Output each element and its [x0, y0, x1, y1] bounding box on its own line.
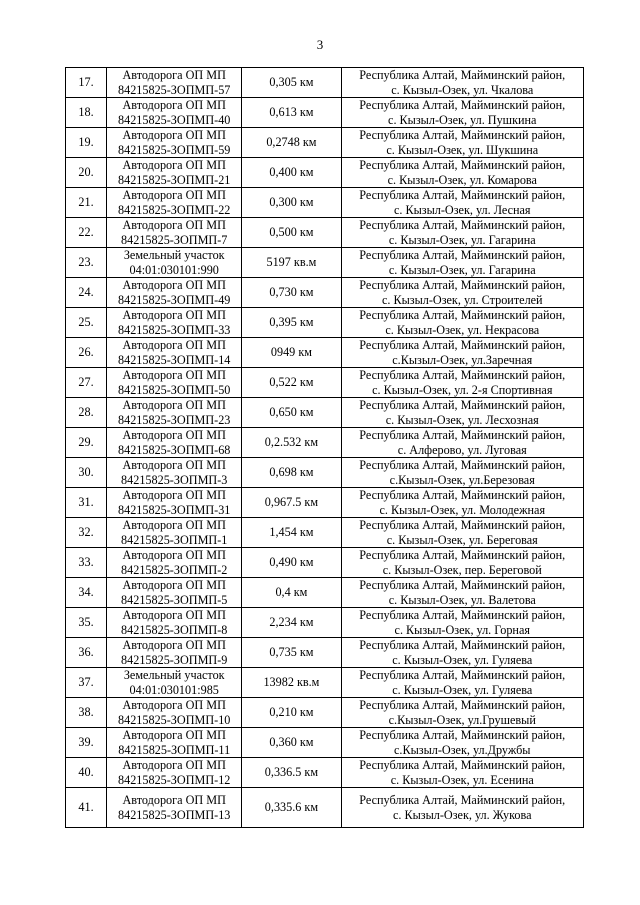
address-cell — [341, 548, 583, 578]
object-identifier: 84215825-ЗОПМП-31 — [118, 502, 231, 517]
address-region: Республика Алтай, Майминский район, — [359, 308, 566, 322]
length-area-cell: 0,4 км — [242, 578, 341, 608]
address-region: Республика Алтай, Майминский район, — [359, 248, 566, 262]
object-name-cell — [107, 608, 242, 638]
address-cell — [341, 518, 583, 548]
table-row — [66, 98, 584, 128]
object-type: Автодорога ОП МП — [122, 218, 226, 232]
address-locality: с. Кызыл-Озек, ул. Гуляева — [392, 652, 533, 667]
table-row — [66, 488, 584, 518]
address-locality: с. Кызыл-Озек, ул. Гагарина — [388, 262, 536, 277]
length-area-cell: 0,400 км — [242, 158, 341, 188]
address-locality: с. Кызыл-Озек, ул. Некрасова — [385, 322, 540, 337]
object-identifier: 84215825-ЗОПМП-68 — [118, 442, 231, 457]
address-region: Республика Алтай, Майминский район, — [359, 758, 566, 772]
address-locality: с. Кызыл-Озек, пер. Береговой — [382, 562, 542, 577]
row-number-cell: 33. — [66, 548, 107, 578]
object-type: Земельный участок — [123, 668, 225, 682]
object-type: Автодорога ОП МП — [122, 728, 226, 742]
length-area-cell: 0,522 км — [242, 368, 341, 398]
object-type: Автодорога ОП МП — [122, 608, 226, 622]
address-locality: с.Кызыл-Озек, ул.Дружбы — [394, 742, 531, 757]
object-type: Автодорога ОП МП — [122, 68, 226, 82]
object-name-cell — [107, 578, 242, 608]
length-area-cell: 0,336.5 км — [242, 758, 341, 788]
object-name-cell — [107, 488, 242, 518]
address-locality: с. Кызыл-Озек, ул. Строителей — [381, 292, 543, 307]
address-cell — [341, 638, 583, 668]
address-locality: с. Алферово, ул. Луговая — [397, 442, 527, 457]
address-cell — [341, 188, 583, 218]
address-cell — [341, 578, 583, 608]
address-locality: с. Кызыл-Озек, ул. Чкалова — [391, 82, 534, 97]
address-region: Республика Алтай, Майминский район, — [359, 158, 566, 172]
object-type: Автодорога ОП МП — [122, 793, 226, 807]
object-type: Автодорога ОП МП — [122, 548, 226, 562]
address-cell — [341, 68, 583, 98]
address-cell — [341, 308, 583, 338]
table-row — [66, 788, 584, 828]
row-number-cell: 24. — [66, 278, 107, 308]
row-number-cell: 37. — [66, 668, 107, 698]
address-locality: с. Кызыл-Озек, ул. Береговая — [386, 532, 538, 547]
table-row — [66, 668, 584, 698]
table-row — [66, 158, 584, 188]
address-locality: с. Кызыл-Озек, ул. Лесная — [393, 202, 531, 217]
address-locality: с.Кызыл-Озек, ул.Березовая — [389, 472, 535, 487]
address-cell — [341, 128, 583, 158]
address-cell — [341, 158, 583, 188]
address-region: Республика Алтай, Майминский район, — [359, 638, 566, 652]
address-cell — [341, 368, 583, 398]
object-type: Автодорога ОП МП — [122, 518, 226, 532]
object-type: Автодорога ОП МП — [122, 488, 226, 502]
row-number-cell: 23. — [66, 248, 107, 278]
row-number-cell: 38. — [66, 698, 107, 728]
object-identifier: 84215825-ЗОПМП-13 — [118, 807, 231, 822]
object-name-cell — [107, 668, 242, 698]
object-type: Автодорога ОП МП — [122, 398, 226, 412]
length-area-cell: 0,300 км — [242, 188, 341, 218]
row-number-cell: 22. — [66, 218, 107, 248]
address-region: Республика Алтай, Майминский район, — [359, 278, 566, 292]
address-cell — [341, 788, 583, 828]
address-region: Республика Алтай, Майминский район, — [359, 793, 566, 807]
object-identifier: 84215825-ЗОПМП-14 — [118, 352, 231, 367]
row-number-cell: 25. — [66, 308, 107, 338]
object-type: Автодорога ОП МП — [122, 128, 226, 142]
object-identifier: 84215825-ЗОПМП-50 — [118, 382, 231, 397]
address-locality: с. Кызыл-Озек, ул. Молодежная — [379, 502, 546, 517]
table-row — [66, 398, 584, 428]
object-name-cell — [107, 248, 242, 278]
row-number-cell: 39. — [66, 728, 107, 758]
object-identifier: 84215825-ЗОПМП-2 — [121, 562, 228, 577]
address-region: Республика Алтай, Майминский район, — [359, 728, 566, 742]
address-locality: с. Кызыл-Озек, ул. Гагарина — [388, 232, 536, 247]
address-region: Республика Алтай, Майминский район, — [359, 398, 566, 412]
object-name-cell — [107, 518, 242, 548]
length-area-cell: 0,650 км — [242, 398, 341, 428]
address-region: Республика Алтай, Майминский район, — [359, 188, 566, 202]
address-locality: с. Кызыл-Озек, ул. Есенина — [390, 772, 534, 787]
address-region: Республика Алтай, Майминский район, — [359, 218, 566, 232]
row-number-cell: 20. — [66, 158, 107, 188]
object-type: Автодорога ОП МП — [122, 368, 226, 382]
object-identifier: 84215825-ЗОПМП-5 — [121, 592, 228, 607]
length-area-cell: 0,735 км — [242, 638, 341, 668]
table-row — [66, 758, 584, 788]
length-area-cell: 0,2748 км — [242, 128, 341, 158]
table-row — [66, 248, 584, 278]
object-type: Автодорога ОП МП — [122, 188, 226, 202]
object-name-cell — [107, 338, 242, 368]
address-cell — [341, 398, 583, 428]
table-row — [66, 728, 584, 758]
address-region: Республика Алтай, Майминский район, — [359, 458, 566, 472]
object-name-cell — [107, 638, 242, 668]
object-identifier: 84215825-ЗОПМП-7 — [121, 232, 228, 247]
length-area-cell: 0,305 км — [242, 68, 341, 98]
address-region: Республика Алтай, Майминский район, — [359, 98, 566, 112]
table-row — [66, 608, 584, 638]
address-locality: с.Кызыл-Озек, ул.Грушевый — [388, 712, 536, 727]
property-registry-table — [65, 67, 584, 828]
row-number-cell: 40. — [66, 758, 107, 788]
table-row — [66, 518, 584, 548]
address-region: Республика Алтай, Майминский район, — [359, 518, 566, 532]
object-type: Автодорога ОП МП — [122, 338, 226, 352]
address-cell — [341, 458, 583, 488]
object-type: Автодорога ОП МП — [122, 98, 226, 112]
row-number-cell: 26. — [66, 338, 107, 368]
length-area-cell: 0,967.5 км — [242, 488, 341, 518]
object-identifier: 04:01:030101:990 — [129, 262, 219, 277]
address-cell — [341, 248, 583, 278]
row-number-cell: 31. — [66, 488, 107, 518]
address-locality: с. Кызыл-Озек, ул. Жукова — [392, 807, 532, 822]
table-row — [66, 68, 584, 98]
length-area-cell: 0949 км — [242, 338, 341, 368]
object-identifier: 84215825-ЗОПМП-22 — [118, 202, 231, 217]
address-region: Республика Алтай, Майминский район, — [359, 128, 566, 142]
table-row — [66, 218, 584, 248]
object-name-cell — [107, 308, 242, 338]
object-name-cell — [107, 788, 242, 828]
length-area-cell: 1,454 км — [242, 518, 341, 548]
length-area-cell: 0,500 км — [242, 218, 341, 248]
object-type: Автодорога ОП МП — [122, 638, 226, 652]
row-number-cell: 27. — [66, 368, 107, 398]
object-name-cell — [107, 548, 242, 578]
table-row — [66, 428, 584, 458]
object-name-cell — [107, 68, 242, 98]
page-number: 3 — [316, 37, 324, 52]
object-identifier: 84215825-ЗОПМП-9 — [121, 652, 228, 667]
object-type: Автодорога ОП МП — [122, 578, 226, 592]
object-name-cell — [107, 728, 242, 758]
table-row — [66, 308, 584, 338]
length-area-cell: 2,234 км — [242, 608, 341, 638]
row-number-cell: 21. — [66, 188, 107, 218]
object-type: Автодорога ОП МП — [122, 428, 226, 442]
object-name-cell — [107, 758, 242, 788]
row-number-cell: 41. — [66, 788, 107, 828]
length-area-cell: 0,395 км — [242, 308, 341, 338]
object-type: Автодорога ОП МП — [122, 458, 226, 472]
length-area-cell: 0,698 км — [242, 458, 341, 488]
address-locality: с. Кызыл-Озек, ул. Валетова — [388, 592, 536, 607]
address-region: Республика Алтай, Майминский район, — [359, 488, 566, 502]
object-name-cell — [107, 218, 242, 248]
object-name-cell — [107, 428, 242, 458]
address-region: Республика Алтай, Майминский район, — [359, 608, 566, 622]
address-region: Республика Алтай, Майминский район, — [359, 428, 566, 442]
table-row — [66, 128, 584, 158]
object-name-cell — [107, 128, 242, 158]
object-identifier: 84215825-ЗОПМП-23 — [118, 412, 231, 427]
object-type: Автодорога ОП МП — [122, 758, 226, 772]
length-area-cell: 13982 кв.м — [242, 668, 341, 698]
object-identifier: 84215825-ЗОПМП-1 — [121, 532, 228, 547]
object-name-cell — [107, 98, 242, 128]
object-identifier: 84215825-ЗОПМП-33 — [118, 322, 231, 337]
object-name-cell — [107, 278, 242, 308]
object-type: Земельный участок — [123, 248, 225, 262]
object-name-cell — [107, 458, 242, 488]
address-locality: с. Кызыл-Озек, ул. Комарова — [387, 172, 537, 187]
table-row — [66, 338, 584, 368]
object-type: Автодорога ОП МП — [122, 278, 226, 292]
address-locality: с. Кызыл-Озек, ул. Лесхозная — [385, 412, 539, 427]
object-name-cell — [107, 398, 242, 428]
length-area-cell: 0,490 км — [242, 548, 341, 578]
table-row — [66, 278, 584, 308]
address-cell — [341, 338, 583, 368]
table-row — [66, 458, 584, 488]
object-identifier: 84215825-ЗОПМП-12 — [118, 772, 231, 787]
address-locality: с. Кызыл-Озек, ул. Пушкина — [388, 112, 537, 127]
object-identifier: 84215825-ЗОПМП-57 — [118, 82, 231, 97]
object-identifier: 84215825-ЗОПМП-49 — [118, 292, 231, 307]
row-number-cell: 34. — [66, 578, 107, 608]
row-number-cell: 28. — [66, 398, 107, 428]
row-number-cell: 18. — [66, 98, 107, 128]
address-cell — [341, 728, 583, 758]
table-row — [66, 188, 584, 218]
address-cell — [341, 668, 583, 698]
address-region: Республика Алтай, Майминский район, — [359, 338, 566, 352]
address-locality: с.Кызыл-Озек, ул.Заречная — [392, 352, 533, 367]
address-cell — [341, 758, 583, 788]
row-number-cell: 19. — [66, 128, 107, 158]
row-number-cell: 35. — [66, 608, 107, 638]
length-area-cell: 0,2.532 км — [242, 428, 341, 458]
row-number-cell: 32. — [66, 518, 107, 548]
row-number-cell: 30. — [66, 458, 107, 488]
object-type: Автодорога ОП МП — [122, 698, 226, 712]
length-area-cell: 0,360 км — [242, 728, 341, 758]
address-locality: с. Кызыл-Озек, ул. Шукшина — [386, 142, 539, 157]
object-identifier: 84215825-ЗОПМП-40 — [118, 112, 231, 127]
table-row — [66, 698, 584, 728]
length-area-cell: 0,210 км — [242, 698, 341, 728]
length-area-cell: 5197 кв.м — [242, 248, 341, 278]
address-region: Республика Алтай, Майминский район, — [359, 578, 566, 592]
table-row — [66, 548, 584, 578]
address-cell — [341, 608, 583, 638]
object-type: Автодорога ОП МП — [122, 158, 226, 172]
object-identifier: 84215825-ЗОПМП-10 — [118, 712, 231, 727]
length-area-cell: 0,335.6 км — [242, 788, 341, 828]
object-identifier: 04:01:030101:985 — [129, 682, 219, 697]
table-row — [66, 368, 584, 398]
address-cell — [341, 698, 583, 728]
object-type: Автодорога ОП МП — [122, 308, 226, 322]
address-cell — [341, 98, 583, 128]
row-number-cell: 29. — [66, 428, 107, 458]
address-cell — [341, 278, 583, 308]
table-body — [66, 68, 584, 828]
object-name-cell — [107, 188, 242, 218]
address-region: Республика Алтай, Майминский район, — [359, 668, 566, 682]
address-locality: с. Кызыл-Озек, ул. Горная — [394, 622, 530, 637]
object-name-cell — [107, 698, 242, 728]
address-region: Республика Алтай, Майминский район, — [359, 68, 566, 82]
row-number-cell: 36. — [66, 638, 107, 668]
address-region: Республика Алтай, Майминский район, — [359, 548, 566, 562]
object-identifier: 84215825-ЗОПМП-59 — [118, 142, 231, 157]
object-identifier: 84215825-ЗОПМП-8 — [121, 622, 228, 637]
length-area-cell: 0,613 км — [242, 98, 341, 128]
address-region: Республика Алтай, Майминский район, — [359, 698, 566, 712]
address-cell — [341, 428, 583, 458]
address-region: Республика Алтай, Майминский район, — [359, 368, 566, 382]
object-name-cell — [107, 158, 242, 188]
length-area-cell: 0,730 км — [242, 278, 341, 308]
object-name-cell — [107, 368, 242, 398]
address-locality: с. Кызыл-Озек, ул. 2-я Спортивная — [372, 382, 553, 397]
object-identifier: 84215825-ЗОПМП-11 — [118, 742, 231, 757]
row-number-cell: 17. — [66, 68, 107, 98]
table-row — [66, 578, 584, 608]
address-cell — [341, 218, 583, 248]
table-row — [66, 638, 584, 668]
object-identifier: 84215825-ЗОПМП-3 — [121, 472, 228, 487]
address-cell — [341, 488, 583, 518]
object-identifier: 84215825-ЗОПМП-21 — [118, 172, 231, 187]
address-locality: с. Кызыл-Озек, ул. Гуляева — [392, 682, 533, 697]
